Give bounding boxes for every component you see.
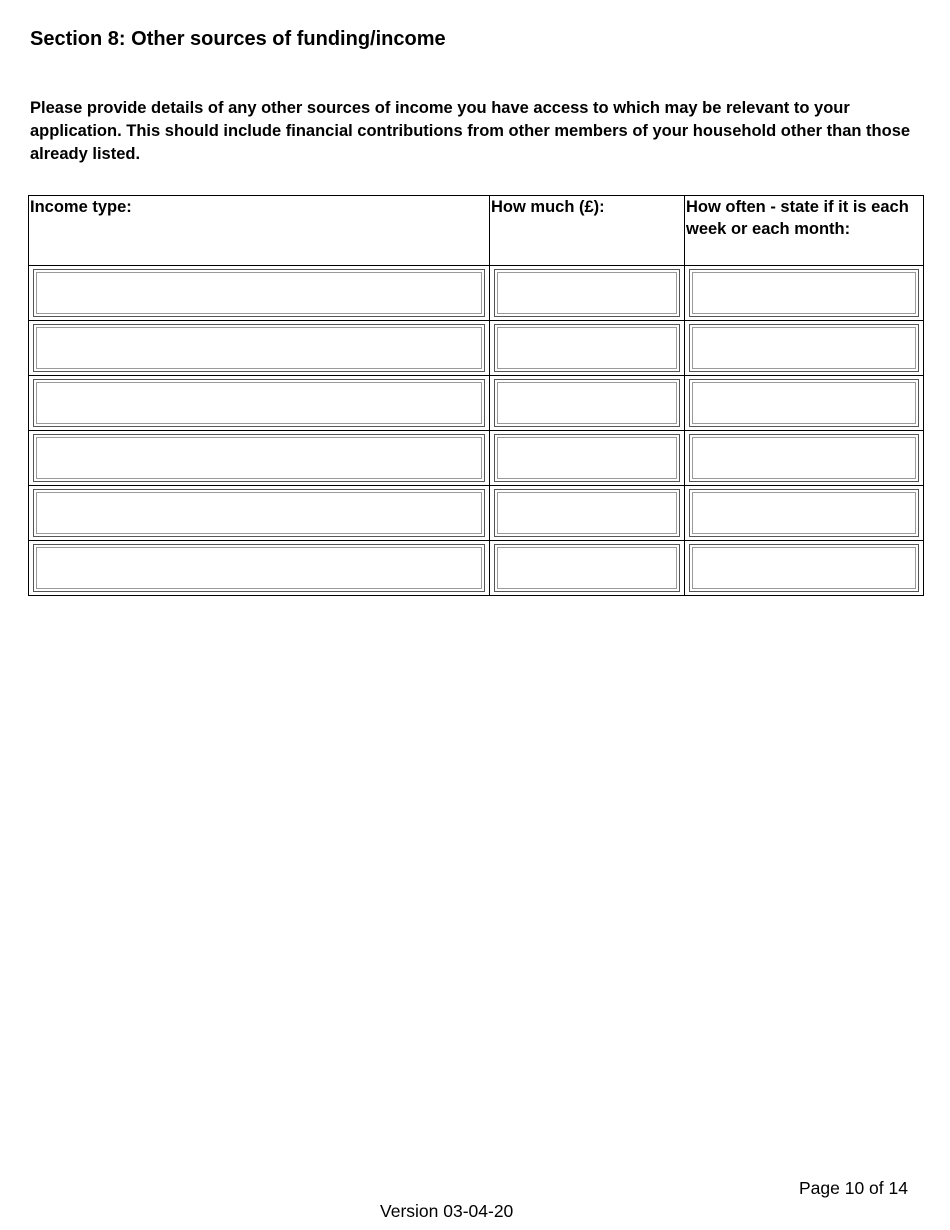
table-row <box>29 266 924 321</box>
section-title: Section 8: Other sources of funding/income <box>30 28 446 50</box>
version-label: Version 03-04-20 <box>380 1201 514 1221</box>
income-table <box>28 195 924 596</box>
how-often-field[interactable] <box>689 379 919 427</box>
how-often-field[interactable] <box>689 544 919 592</box>
how-much-field[interactable] <box>494 379 680 427</box>
section-instructions: Please provide details of any other sources of income you have access to which may be relevant to your application. This should include financial contributions from other members of your household other than those already listed. <box>30 99 911 163</box>
how-often-header: How often - state if it is each week or each month: <box>685 196 924 266</box>
how-much-field[interactable] <box>494 434 680 482</box>
how-often-cell <box>685 376 924 431</box>
income-type-field[interactable] <box>33 434 485 482</box>
income-type-cell <box>29 486 490 541</box>
income-type-field[interactable] <box>33 379 485 427</box>
how-often-cell <box>685 321 924 376</box>
income-type-field[interactable] <box>33 269 485 317</box>
how-much-field[interactable] <box>494 489 680 537</box>
income-type-cell <box>29 431 490 486</box>
income-type-field[interactable] <box>33 324 485 372</box>
income-type-cell <box>29 266 490 321</box>
how-often-cell <box>685 541 924 596</box>
table-row <box>29 431 924 486</box>
income-type-header: Income type: <box>29 196 490 266</box>
how-often-field[interactable] <box>689 434 919 482</box>
table-header-row <box>29 196 924 266</box>
how-often-cell <box>685 266 924 321</box>
how-often-field[interactable] <box>689 269 919 317</box>
income-type-cell <box>29 321 490 376</box>
table-row <box>29 376 924 431</box>
how-much-field[interactable] <box>494 324 680 372</box>
how-much-cell <box>490 431 685 486</box>
table-row <box>29 541 924 596</box>
table-row <box>29 486 924 541</box>
how-much-cell <box>490 541 685 596</box>
income-type-cell <box>29 376 490 431</box>
how-often-field[interactable] <box>689 489 919 537</box>
table-row <box>29 321 924 376</box>
how-much-header: How much (£): <box>490 196 685 266</box>
how-much-cell <box>490 486 685 541</box>
how-often-cell <box>685 486 924 541</box>
how-often-field[interactable] <box>689 324 919 372</box>
how-much-cell <box>490 266 685 321</box>
how-often-cell <box>685 431 924 486</box>
how-much-field[interactable] <box>494 269 680 317</box>
income-type-field[interactable] <box>33 489 485 537</box>
how-much-cell <box>490 376 685 431</box>
page-number: Page 10 of 14 <box>799 1178 908 1198</box>
how-much-cell <box>490 321 685 376</box>
income-type-cell <box>29 541 490 596</box>
income-type-field[interactable] <box>33 544 485 592</box>
how-much-field[interactable] <box>494 544 680 592</box>
